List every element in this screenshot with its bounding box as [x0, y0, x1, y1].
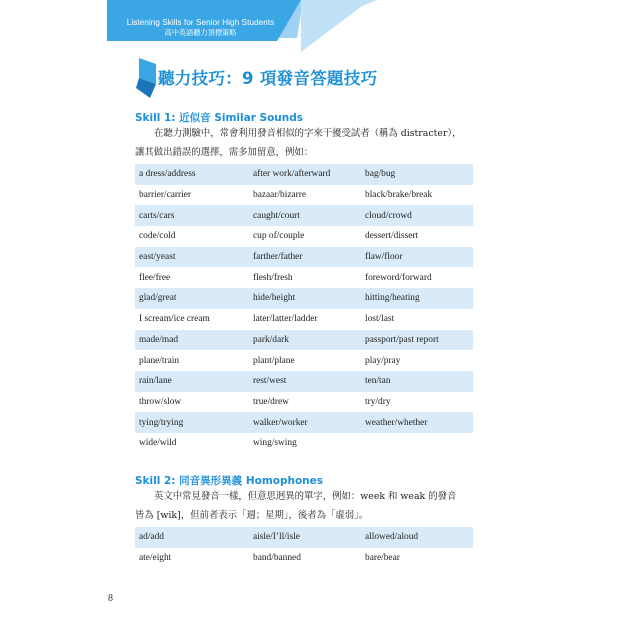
table-cell: made/mad: [135, 330, 249, 351]
table-cell: weather/whether: [361, 412, 473, 433]
table-cell: plant/plane: [249, 350, 361, 371]
table-cell: band/banned: [249, 548, 361, 569]
table-cell: bag/bug: [361, 164, 473, 185]
table-cell: wing/swing: [249, 433, 361, 454]
table-cell: aisle/I’ll/isle: [249, 527, 361, 548]
skill1-intro: [135, 124, 507, 162]
header-banner: [107, 0, 377, 52]
table-cell: ten/tan: [361, 371, 473, 392]
table-cell: lost/last: [361, 309, 473, 330]
table-cell: true/drew: [249, 392, 361, 413]
table-cell: a dress/address: [135, 164, 249, 185]
table-row: [135, 267, 473, 288]
skill2-intro: [135, 487, 507, 525]
table-cell: I scream/ice cream: [135, 309, 249, 330]
table-cell: dessert/dissert: [361, 226, 473, 247]
blue-ribbon-icon: [136, 58, 158, 98]
table-cell: rain/lane: [135, 371, 249, 392]
skill2-intro-line2: 皆為 [wik]，但前者表示「週；星期」，後者為「虛弱」。: [135, 510, 369, 521]
table-cell: hide/height: [249, 288, 361, 309]
table-row: [135, 309, 473, 330]
section-heading: 聽力技巧：9 項發音答題技巧: [158, 69, 378, 88]
similar-sounds-table: [135, 164, 473, 454]
table-cell: walker/worker: [249, 412, 361, 433]
homophones-table: [135, 527, 473, 568]
table-cell: flaw/floor: [361, 247, 473, 268]
table-cell: throw/slow: [135, 392, 249, 413]
table-cell: ad/add: [135, 527, 249, 548]
banner-title: Listening Skills for Senior High Students: [126, 17, 275, 27]
banner-subtitle: 高中英語聽力頂標策略: [164, 28, 237, 37]
table-cell: later/latter/ladder: [249, 309, 361, 330]
table-cell: code/cold: [135, 226, 249, 247]
table-cell: foreword/forward: [361, 267, 473, 288]
skill2-title: Skill 2: 同音異形異義 Homophones: [135, 475, 324, 487]
page-number: 8: [108, 593, 113, 604]
table-cell: carts/cars: [135, 205, 249, 226]
table-cell: plane/train: [135, 350, 249, 371]
table-row: [135, 433, 473, 454]
table-row: [135, 288, 473, 309]
table-row: [135, 527, 473, 548]
table-row: [135, 330, 473, 351]
table-row: [135, 392, 473, 413]
table-cell: rest/west: [249, 371, 361, 392]
table-cell: cup of/couple: [249, 226, 361, 247]
table-cell: cloud/crowd: [361, 205, 473, 226]
table-cell: after work/afterward: [249, 164, 361, 185]
table-cell: flesh/fresh: [249, 267, 361, 288]
table-cell: barrier/carrier: [135, 185, 249, 206]
table-cell: [361, 433, 473, 454]
table-row: [135, 247, 473, 268]
table-cell: ate/eight: [135, 548, 249, 569]
table-cell: allowed/aloud: [361, 527, 473, 548]
table-cell: caught/court: [249, 205, 361, 226]
table-cell: bare/bear: [361, 548, 473, 569]
table-cell: wide/wild: [135, 433, 249, 454]
table-cell: park/dark: [249, 330, 361, 351]
table-cell: flee/free: [135, 267, 249, 288]
table-row: [135, 226, 473, 247]
table-cell: hitting/heating: [361, 288, 473, 309]
skill1-intro-line2: 讓其做出錯誤的選擇，需多加留意，例如：: [135, 147, 314, 158]
table-cell: east/yeast: [135, 247, 249, 268]
table-row: [135, 185, 473, 206]
table-row: [135, 371, 473, 392]
table-row: [135, 164, 473, 185]
table-cell: passport/past report: [361, 330, 473, 351]
book-page: [107, 0, 507, 620]
table-cell: black/brake/break: [361, 185, 473, 206]
table-row: [135, 350, 473, 371]
table-cell: farther/father: [249, 247, 361, 268]
table-cell: bazaar/bizarre: [249, 185, 361, 206]
table-cell: glad/great: [135, 288, 249, 309]
table-cell: play/pray: [361, 350, 473, 371]
table-row: [135, 548, 473, 569]
table-row: [135, 205, 473, 226]
skill1-intro-line1: 在聽力測驗中，常會利用發音相似的字來干擾受試者（稱為 distracter），: [154, 128, 462, 139]
skill2-intro-line1: 英文中常見發音一樣，但意思迥異的單字，例如：week 和 weak 的發音: [154, 491, 457, 502]
table-row: [135, 412, 473, 433]
table-cell: try/dry: [361, 392, 473, 413]
table-cell: tying/trying: [135, 412, 249, 433]
skill1-title: Skill 1: 近似音 Similar Sounds: [135, 112, 304, 124]
